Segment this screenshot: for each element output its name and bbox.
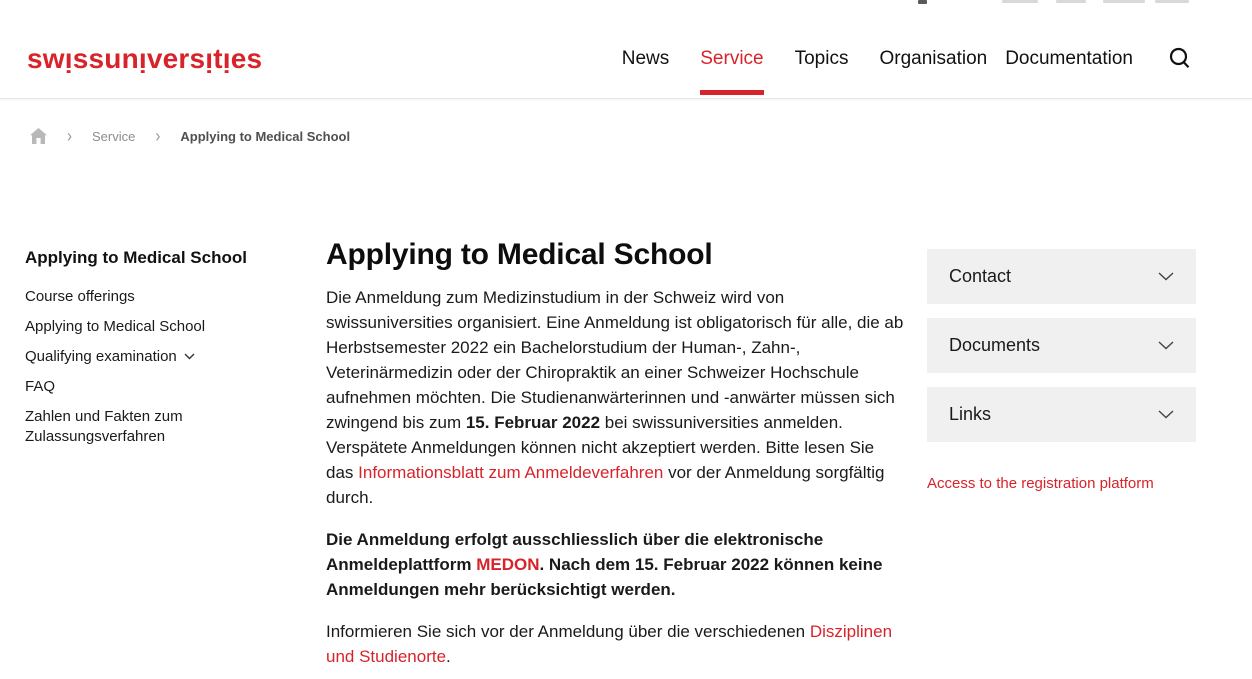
chevron-down-icon xyxy=(184,353,195,360)
clipped-text-fragment xyxy=(1155,0,1189,3)
sidebar-item-faq[interactable]: FAQ xyxy=(25,378,56,395)
sidebar-item-applying-to-medical-school[interactable]: Applying to Medical School xyxy=(25,318,206,335)
main-content xyxy=(326,238,904,669)
clipped-text-fragment xyxy=(1002,0,1038,3)
accordion-label: Documents xyxy=(949,335,1041,355)
nav-item-service[interactable]: Service xyxy=(700,47,764,69)
text-segment: Informieren Sie sich vor der Anmeldung über die verschiedenen xyxy=(326,622,810,641)
registration-platform-link[interactable]: Access to the registration platform xyxy=(927,475,1154,492)
clipped-text-fragment xyxy=(1056,0,1086,3)
text-segment: 15. Februar 2022 xyxy=(465,413,601,432)
accordion-links[interactable] xyxy=(927,387,1196,442)
intro-paragraph xyxy=(326,285,904,510)
clipped-text-fragment xyxy=(1103,0,1145,3)
search-button[interactable] xyxy=(1166,45,1194,73)
nav-item-documentation[interactable]: Documentation xyxy=(1005,47,1133,69)
sidebar-item-zahlen-und-fakten[interactable]: Zahlen und Fakten zum Zulassungsverfahren xyxy=(25,408,183,445)
accordion-documents[interactable] xyxy=(927,318,1196,373)
breadcrumb-home[interactable] xyxy=(30,128,47,144)
breadcrumb-current-page: Applying to Medical School xyxy=(180,128,351,144)
breadcrumb-separator: › xyxy=(67,125,72,147)
clipped-text-fragment xyxy=(918,0,927,4)
subnav-title: Applying to Medical School xyxy=(25,248,247,267)
text-segment: Die Anmeldung zum Medizinstudium in der Schweiz wird von swissuniversities organisiert. Eine Anmeldung ist obligatorisch für alle, die ab Herbstsemester 2022 ein Bachelorstudium der Human-, Zahn-, Veterinärmedizin oder der Chiropraktik an einer Schweizer Hochschule aufnehmen möchten. Die Studienanwärterinnen und -anwärter müssen sich zwingend bis zum xyxy=(326,288,904,432)
page-title: Applying to Medical School xyxy=(326,238,713,271)
chevron-down-icon xyxy=(1158,341,1174,350)
link-medon[interactable]: MEDON xyxy=(476,555,540,574)
text-segment: vor der Anmeldung sorgfältig durch. xyxy=(326,463,885,507)
nav-item-news[interactable]: News xyxy=(621,47,670,69)
swissuniversities-logo[interactable]: swı̣ssunı̣versı̣tı̣es xyxy=(27,42,263,74)
section-subnav xyxy=(25,248,287,457)
right-rail xyxy=(927,249,1196,493)
site-header xyxy=(0,5,1252,99)
link-disziplinen[interactable]: Disziplinen und Studienorte xyxy=(326,622,893,666)
link-informationsblatt[interactable]: Informationsblatt zum Anmeldeverfahren xyxy=(358,463,664,482)
breadcrumb xyxy=(30,125,351,147)
disciplines-paragraph xyxy=(326,619,904,669)
accordion-label: Contact xyxy=(949,266,1012,286)
breadcrumb-separator: › xyxy=(155,125,161,147)
sidebar-item-course-offerings[interactable]: Course offerings xyxy=(25,288,135,305)
text-segment: . Nach dem 15. Februar 2022 können keine Anmeldungen mehr berücksichtigt werden. xyxy=(326,555,883,599)
main-nav xyxy=(622,45,1194,73)
nav-item-topics[interactable]: Topics xyxy=(794,47,849,69)
text-segment: bei swissuniversities anmelden. Verspätete Anmeldungen können nicht akzeptiert werden. Bitte lesen Sie das xyxy=(326,413,875,482)
sidebar-item-qualifying-examination[interactable]: Qualifying examination xyxy=(25,347,287,367)
breadcrumb-service[interactable]: Service xyxy=(92,128,136,144)
nav-item-organisation[interactable]: Organisation xyxy=(879,47,988,69)
accordion-contact[interactable] xyxy=(927,249,1196,304)
medon-paragraph xyxy=(326,527,904,602)
text-segment: . xyxy=(446,647,451,666)
text-segment: Die Anmeldung erfolgt ausschliesslich über die elektronische Anmeldeplattform xyxy=(326,530,824,574)
search-icon xyxy=(1167,46,1193,72)
chevron-down-icon xyxy=(1158,410,1174,419)
chevron-down-icon xyxy=(1158,272,1174,281)
home-icon xyxy=(30,128,47,144)
accordion-label: Links xyxy=(949,404,992,424)
